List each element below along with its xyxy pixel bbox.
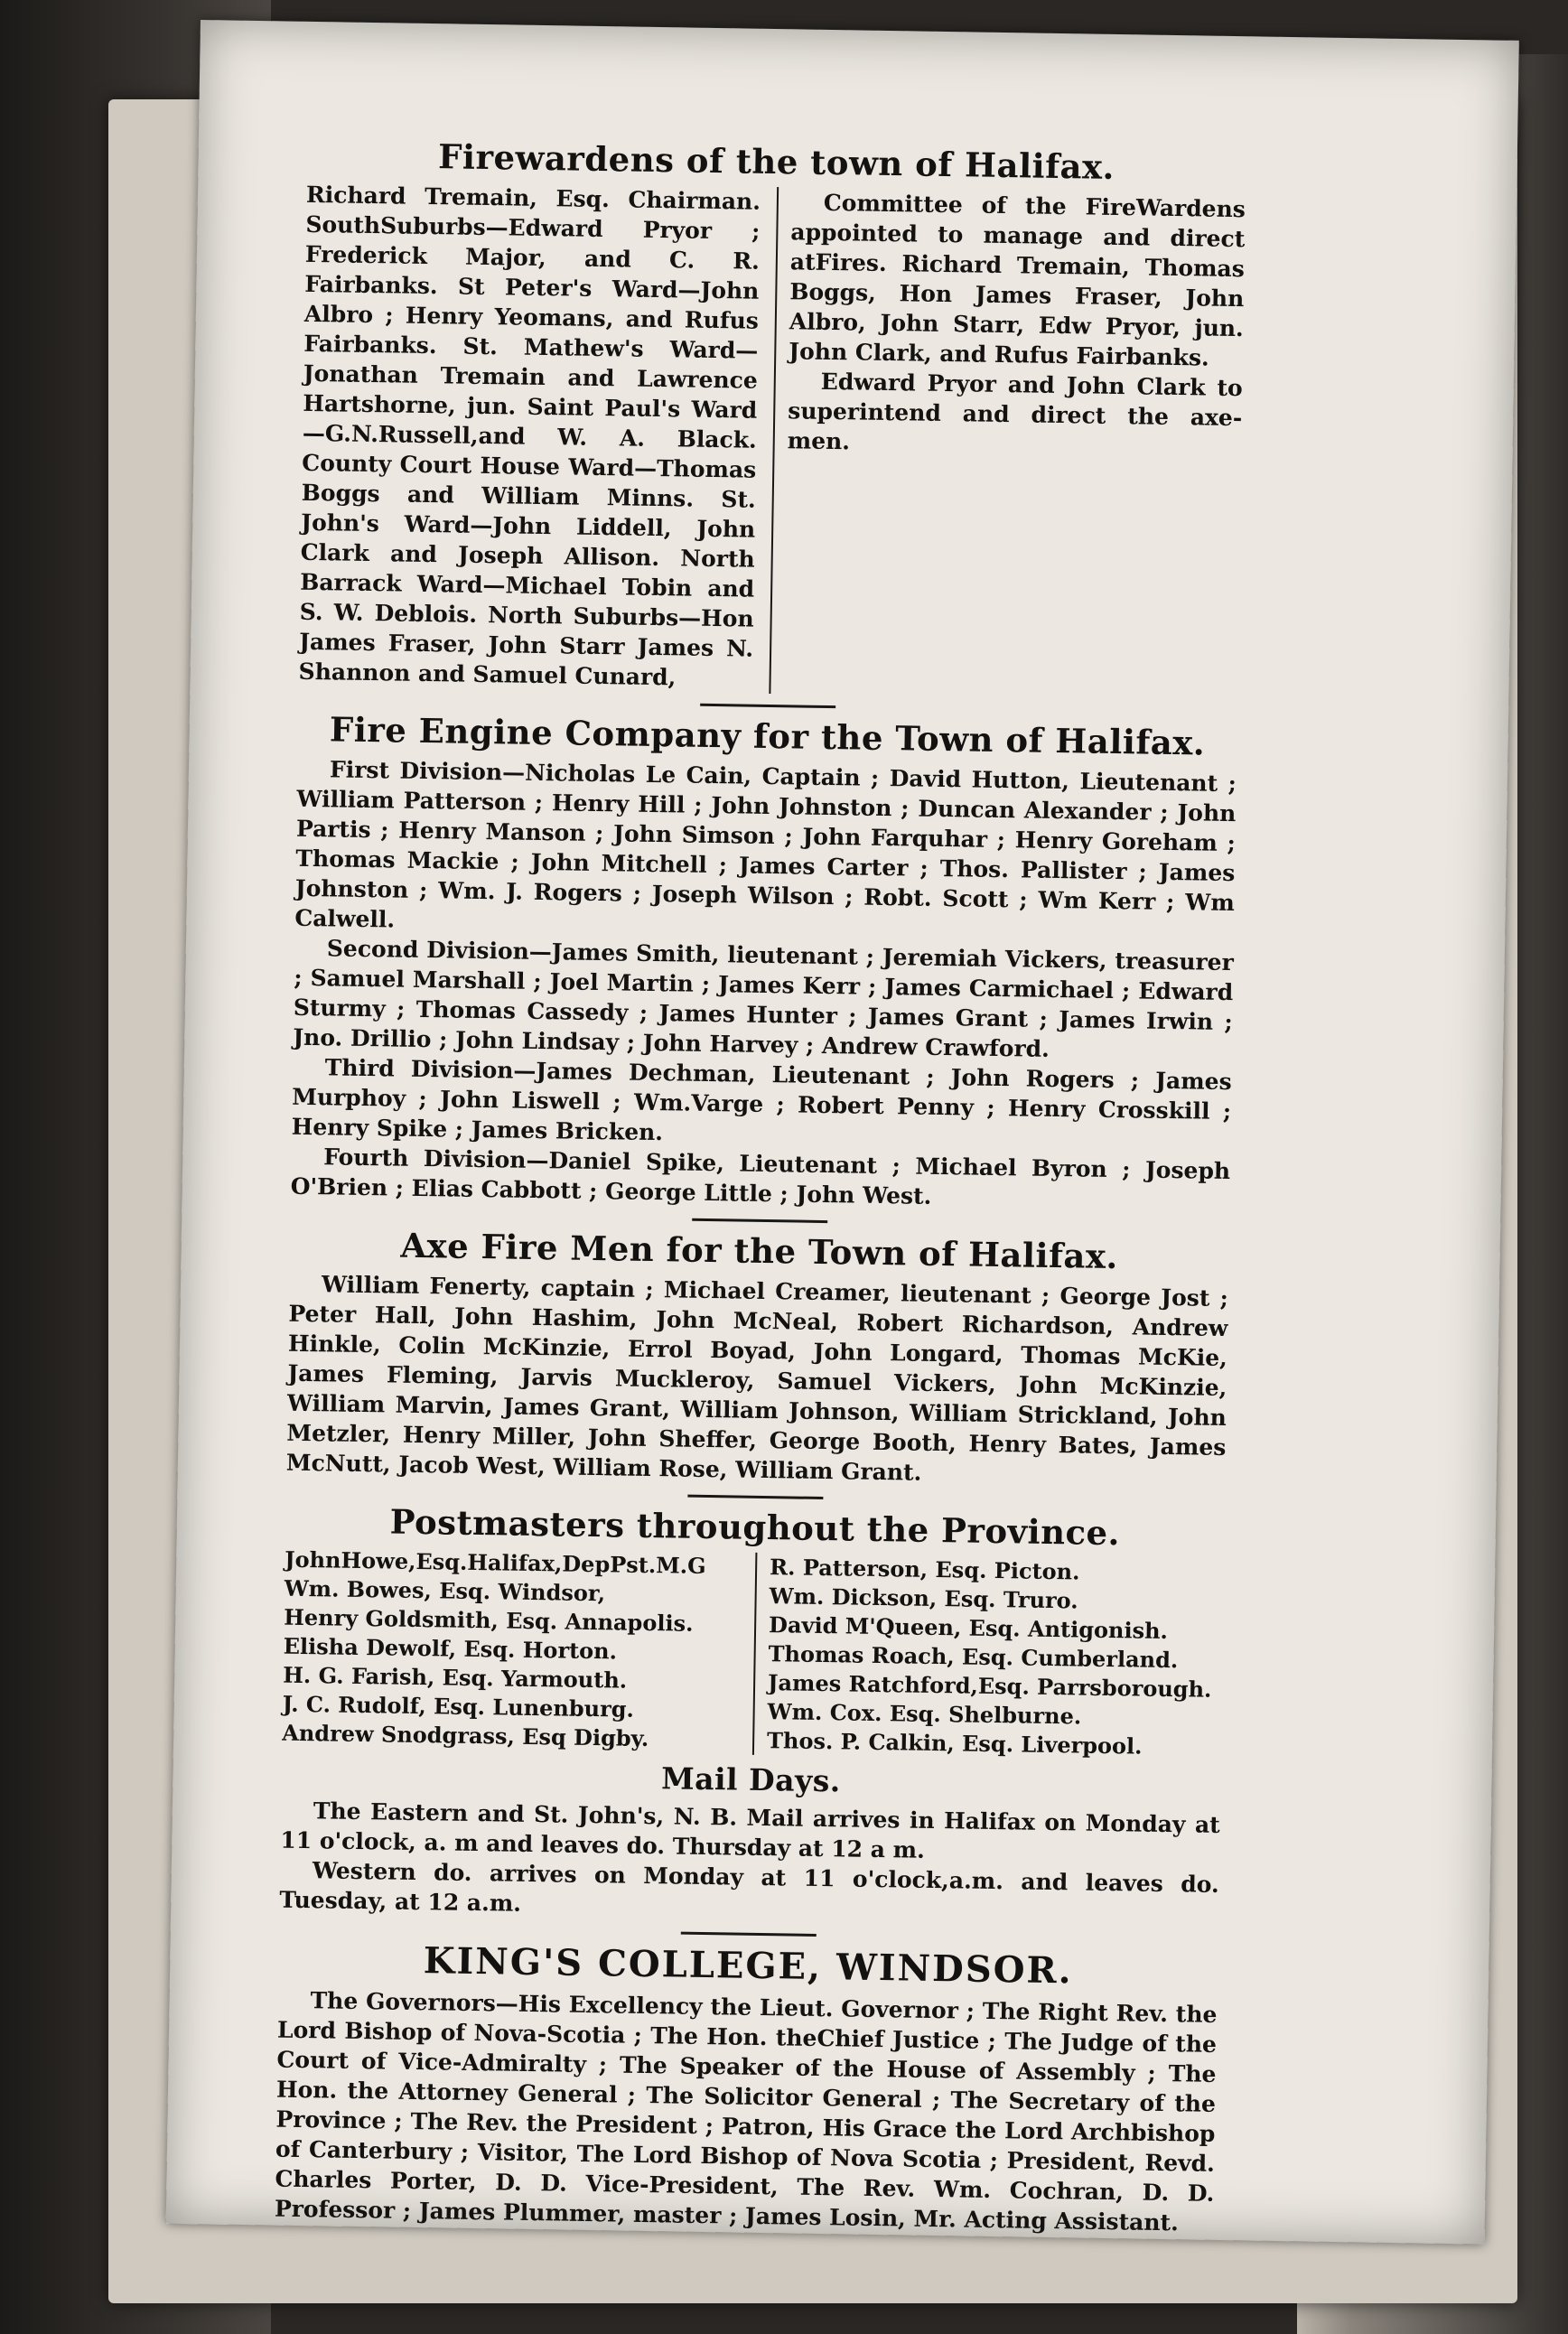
- postmasters-columns: [282, 1545, 1224, 1762]
- postmaster-entry: Thomas Roach, Esq. Cumberland.: [768, 1640, 1179, 1674]
- postmaster-entry: David M'Queen, Esq. Antigonish.: [768, 1611, 1169, 1645]
- page-content: [275, 135, 1246, 2245]
- axe-fire-men-list: William Fenerty, captain ; Michael Creamer, lieutenant ; George Jost ; Peter Hall, John Hashim, John McNeal, Robert Richardson, Andrew Hinkle, Colin McKinzie, Errol Boyad, John Longard, Thomas McKie, James Fleming, Jarvis Muckleroy, Samuel Vickers, John McKinzie, William Marvin, James Grant, William Johnson, William Strickland, John Metzler, Henry Miller, John Sheffer, George Booth, Henry Bates, James McNutt, Jacob West, William Rose, William Grant.: [285, 1271, 1229, 1486]
- firewardens-committee: Committee of the FireWardens appointed to manage and direct atFires. Richard Tremain, Thomas Boggs, Hon James Fraser, John Albro, John Starr, Edw Pryor, jun. John Clark, and Rufus Fairbanks.: [789, 189, 1246, 371]
- postmaster-entry: J. C. Rudolf, Esq. Lunenburg.: [282, 1690, 635, 1722]
- firewardens-wards: Richard Tremain, Esq. Chairman. SouthSuburbs—Edward Pryor ; Frederick Major, and C. R. Fairbanks. St Peter's Ward—John Albro ; Henry Yeomans, and Rufus Fairbanks. St. Mathew's Ward—Jonathan Tremain and Lawrence Hartshorne, jun. Saint Paul's Ward—G.N.Russell,and W. A. Black. County Court House Ward—Thomas Boggs and William Minns. St. John's Ward—John Liddell, John Clark and Joseph Allison. North Barrack Ward—Michael Tobin and S. W. Deblois. North Suburbs—Hon James Fraser, John Starr James N. Shannon and Samuel Cunard,: [298, 181, 761, 691]
- fourth-division: Fourth Division—Daniel Spike, Lieutenant ; Michael Byron ; Joseph O'Brien ; Elias Cabbott ; George Little ; John West.: [290, 1144, 1231, 1209]
- axe-fire-men-section: [286, 1224, 1229, 1492]
- kings-college-section: [275, 1937, 1218, 2238]
- postmasters-right-column: [752, 1553, 1224, 1762]
- axe-fire-men-heading: Axe Fire Men for the Town of Halifax.: [400, 1225, 1119, 1277]
- firewardens-left-column: [298, 180, 761, 694]
- postmaster-entry: Wm. Cox. Esq. Shelburne.: [767, 1698, 1082, 1730]
- postmaster-entry: James Ratchford,Esq. Parrsborough.: [767, 1669, 1212, 1703]
- fire-engine-section: [290, 709, 1237, 1216]
- kings-college-governors: The Governors—His Excellency the Lieut. Governor ; The Right Rev. the Lord Bishop of Nova-Scotia ; The Hon. theChief Justice ; The Judge of the Court of Vice-Admiralty ; The Speaker of the House of Assembly ; The Hon. the Attorney General ; The Solicitor General ; The Secretary of the Province ; The Rev. the President ; Patron, His Grace the Lord Archbishop of Canterbury ; Visitor, The Lord Bishop of Nova Scotia ; President, Revd. Charles Porter, D. D. Vice-President, The Rev. Wm. Cochran, D. D. Professor ; James Plummer, master ; James Losin, Mr. Acting Assistant.: [274, 1987, 1218, 2236]
- postmaster-entry: Thos. P. Calkin, Esq. Liverpool.: [766, 1727, 1143, 1760]
- postmasters-left-column: [282, 1545, 739, 1755]
- mail-days-section: [279, 1755, 1221, 1929]
- second-division: Second Division—James Smith, lieutenant ; Jeremiah Vickers, treasurer ; Samuel Marshall ; Joel Martin ; James Kerr ; James Carmichael ; Edward Sturmy ; Thomas Cassedy ; James Hunter ; James Grant ; James Irwin ; Jno. Drillio ; John Lindsay ; John Harvey ; Andrew Crawford.: [293, 935, 1234, 1062]
- postmaster-entry: Andrew Snodgrass, Esq Digby.: [281, 1719, 649, 1752]
- firewardens-section: [298, 135, 1246, 701]
- postmaster-entry: Henry Goldsmith, Esq. Annapolis.: [284, 1603, 694, 1637]
- firewardens-heading: Firewardens of the town of Halifax.: [437, 136, 1115, 187]
- postmaster-entry: H. G. Farish, Esq. Yarmouth.: [283, 1661, 628, 1694]
- kings-college-heading: KING'S COLLEGE, WINDSOR.: [423, 1939, 1074, 1993]
- section-divider: [692, 1218, 827, 1223]
- postmaster-entry: Wm. Bowes, Esq. Windsor,: [284, 1574, 606, 1607]
- postmaster-entry: R. Patterson, Esq. Picton.: [769, 1554, 1080, 1585]
- section-divider: [700, 704, 835, 708]
- almanac-page: [166, 20, 1519, 2245]
- mail-days-eastern: The Eastern and St. John's, N. B. Mail arrives in Halifax on Monday at 11 o'clock, a. m and leaves do. Thursday at 12 a m.: [280, 1797, 1220, 1863]
- firewardens-axemen-note: Edward Pryor and John Clark to superintend and direct the axe-men.: [787, 368, 1243, 455]
- postmaster-entry: Wm. Dickson, Esq. Truro.: [769, 1582, 1078, 1614]
- firewardens-columns: [298, 180, 1246, 701]
- postmaster-entry: Elisha Dewolf, Esq. Horton.: [283, 1632, 618, 1665]
- mail-days-western: Western do. arrives on Monday at 11 o'clock,a.m. and leaves do. Tuesday, at 12 a.m.: [279, 1857, 1219, 1917]
- section-divider: [687, 1495, 823, 1499]
- third-division: Third Division—James Dechman, Lieutenant ; John Rogers ; James Murphoy ; John Liswell ; Wm.Varge ; Robert Penny ; Henry Crosskill ; Henry Spike ; James Bricken.: [291, 1054, 1232, 1146]
- mail-days-heading: Mail Days.: [660, 1760, 842, 1799]
- firewardens-right-column: [769, 187, 1246, 701]
- postmaster-entry: JohnHowe,Esq.Halifax,DepPst.M.G: [285, 1545, 706, 1579]
- postmasters-heading: Postmasters throughout the Province.: [389, 1501, 1121, 1554]
- section-divider: [681, 1932, 817, 1937]
- fire-engine-heading: Fire Engine Company for the Town of Halifax.: [329, 709, 1206, 763]
- first-division: First Division—Nicholas Le Cain, Captain ; David Hutton, Lieutenant ; William Patterson ; Henry Hill ; John Johnston ; Duncan Alexander ; John Partis ; Henry Manson ; John Simson ; John Farquhar ; Henry Goreham ; Thomas Mackie ; John Mitchell ; James Carter ; Thos. Pallister ; James Johnston ; Wm. J. Rogers ; Joseph Wilson ; Robt. Scott ; Wm Kerr ; Wm Calwell.: [294, 756, 1237, 933]
- postmasters-section: [282, 1500, 1225, 1762]
